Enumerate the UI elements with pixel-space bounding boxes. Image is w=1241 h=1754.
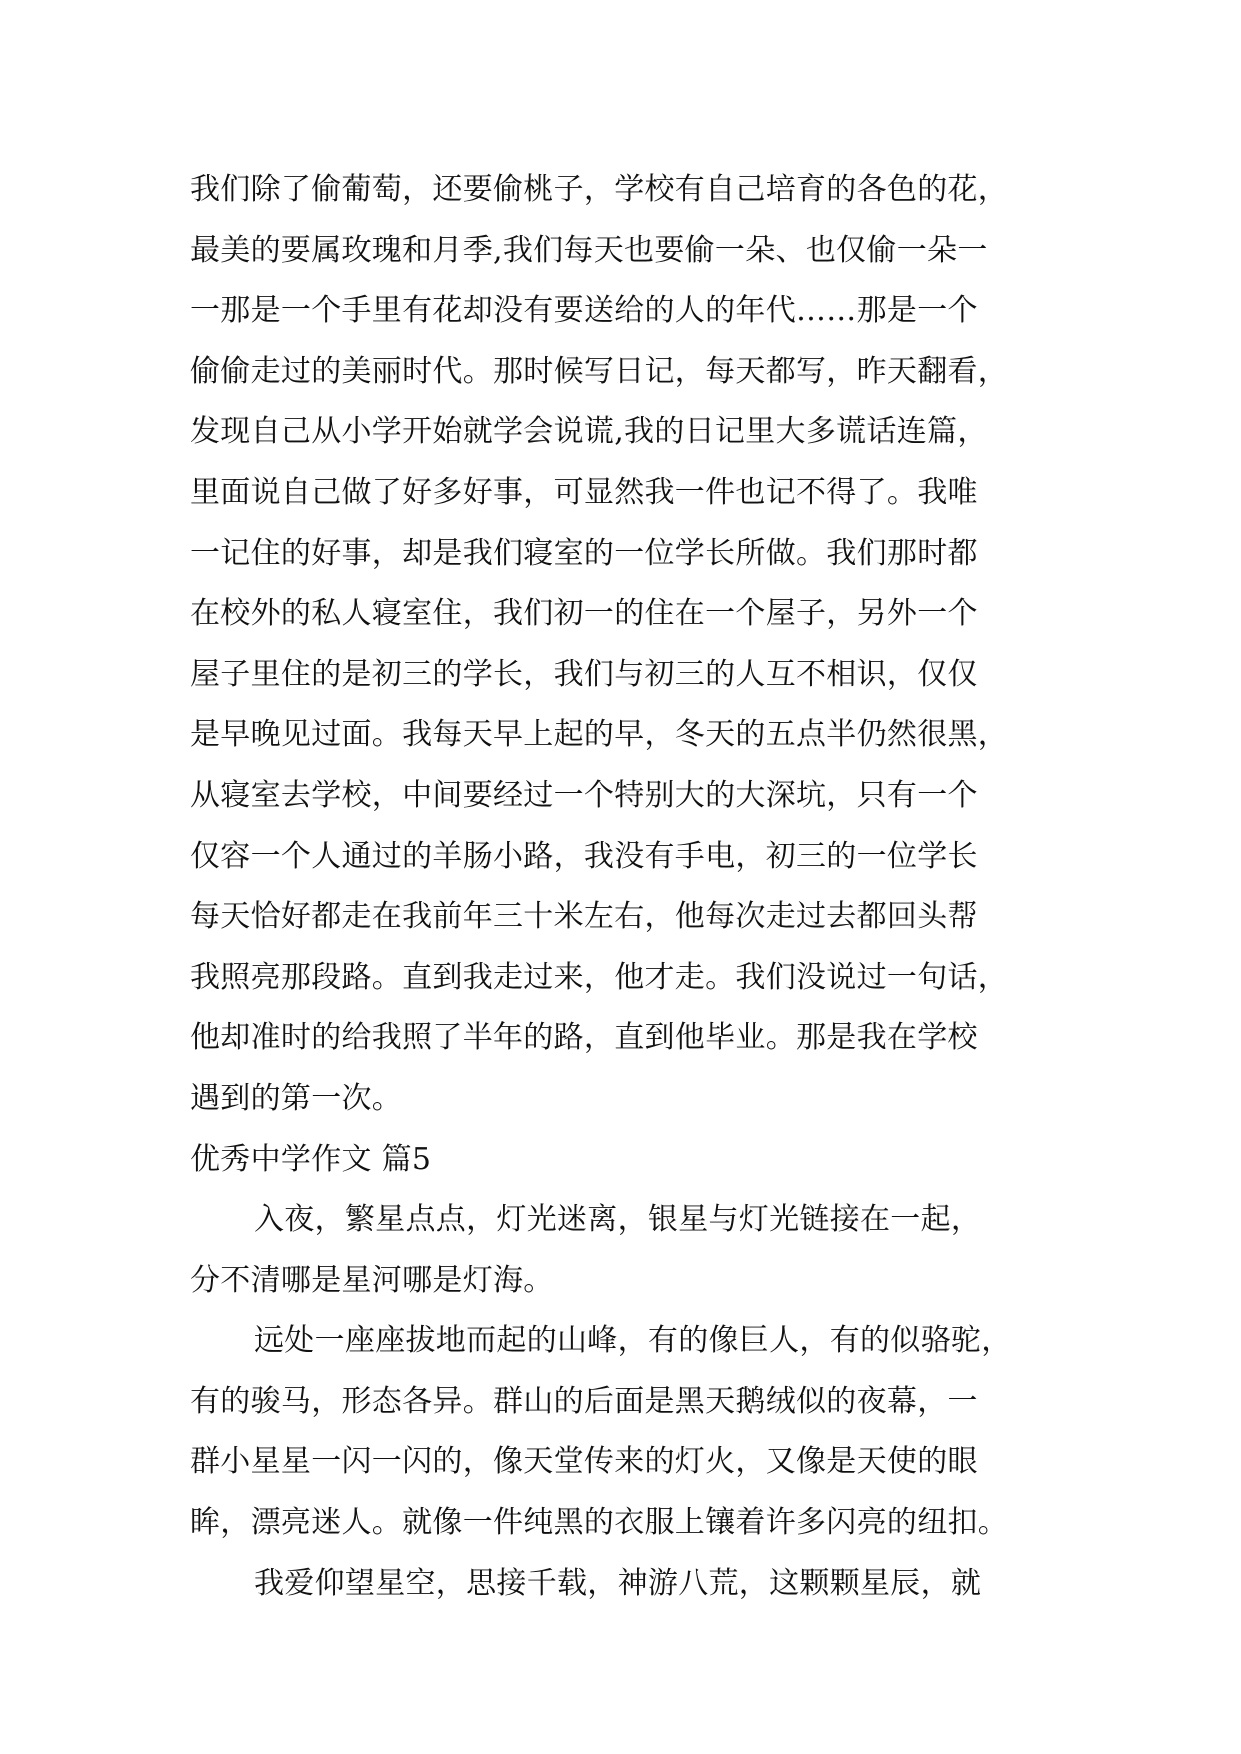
- text-line: 偷偷走过的美丽时代。那时候写日记，每天都写，昨天翻看，: [190, 353, 1009, 389]
- text-line: 一那是一个手里有花却没有要送给的人的年代……那是一个: [190, 293, 978, 329]
- section-heading: 优秀中学作文 篇5: [190, 1141, 432, 1177]
- text-line: 眸，漂亮迷人。就像一件纯黑的衣服上镶着许多闪亮的纽扣。: [190, 1505, 1009, 1541]
- text-line: 分不清哪是星河哪是灯海。: [190, 1262, 554, 1298]
- text-line: 群小星星一闪一闪的，像天堂传来的灯火，又像是天使的眼: [190, 1444, 978, 1480]
- text-line: 最美的要属玫瑰和月季,我们每天也要偷一朵、也仅偷一朵一: [190, 232, 988, 268]
- text-line: 在校外的私人寝室住，我们初一的住在一个屋子，另外一个: [190, 596, 978, 632]
- text-line: 有的骏马，形态各异。群山的后面是黑天鹅绒似的夜幕，一: [190, 1383, 978, 1419]
- paragraph-first-line: 入夜，繁星点点，灯光迷离，银星与灯光链接在一起，: [254, 1202, 982, 1238]
- text-line: 从寝室去学校，中间要经过一个特别大的大深坑，只有一个: [190, 777, 978, 813]
- text-line: 屋子里住的是初三的学长，我们与初三的人互不相识，仅仅: [190, 656, 978, 692]
- text-line: 一记住的好事，却是我们寝室的一位学长所做。我们那时都: [190, 535, 978, 571]
- paragraph-first-line: 我爱仰望星空，思接千载，神游八荒，这颗颗星辰，就: [254, 1565, 982, 1601]
- text-line: 每天恰好都走在我前年三十米左右，他每次走过去都回头帮: [190, 899, 978, 935]
- document-body: [190, 160, 1050, 1614]
- text-line: 遇到的第一次。: [190, 1080, 403, 1116]
- text-line: 里面说自己做了好多好事，可显然我一件也记不得了。我唯: [190, 474, 978, 510]
- text-line: 他却准时的给我照了半年的路，直到他毕业。那是我在学校: [190, 1020, 978, 1056]
- text-line: 我照亮那段路。直到我走过来，他才走。我们没说过一句话，: [190, 959, 1009, 995]
- text-line: 仅容一个人通过的羊肠小路，我没有手电，初三的一位学长: [190, 838, 978, 874]
- paragraph-first-line: 远处一座座拔地而起的山峰，有的像巨人，有的似骆驼，: [254, 1323, 1012, 1359]
- text-line: 是早晚见过面。我每天早上起的早，冬天的五点半仍然很黑，: [190, 717, 1009, 753]
- text-line: 我们除了偷葡萄，还要偷桃子，学校有自己培育的各色的花，: [190, 172, 1009, 207]
- text-line: 发现自己从小学开始就学会说谎,我的日记里大多谎话连篇，: [190, 414, 988, 450]
